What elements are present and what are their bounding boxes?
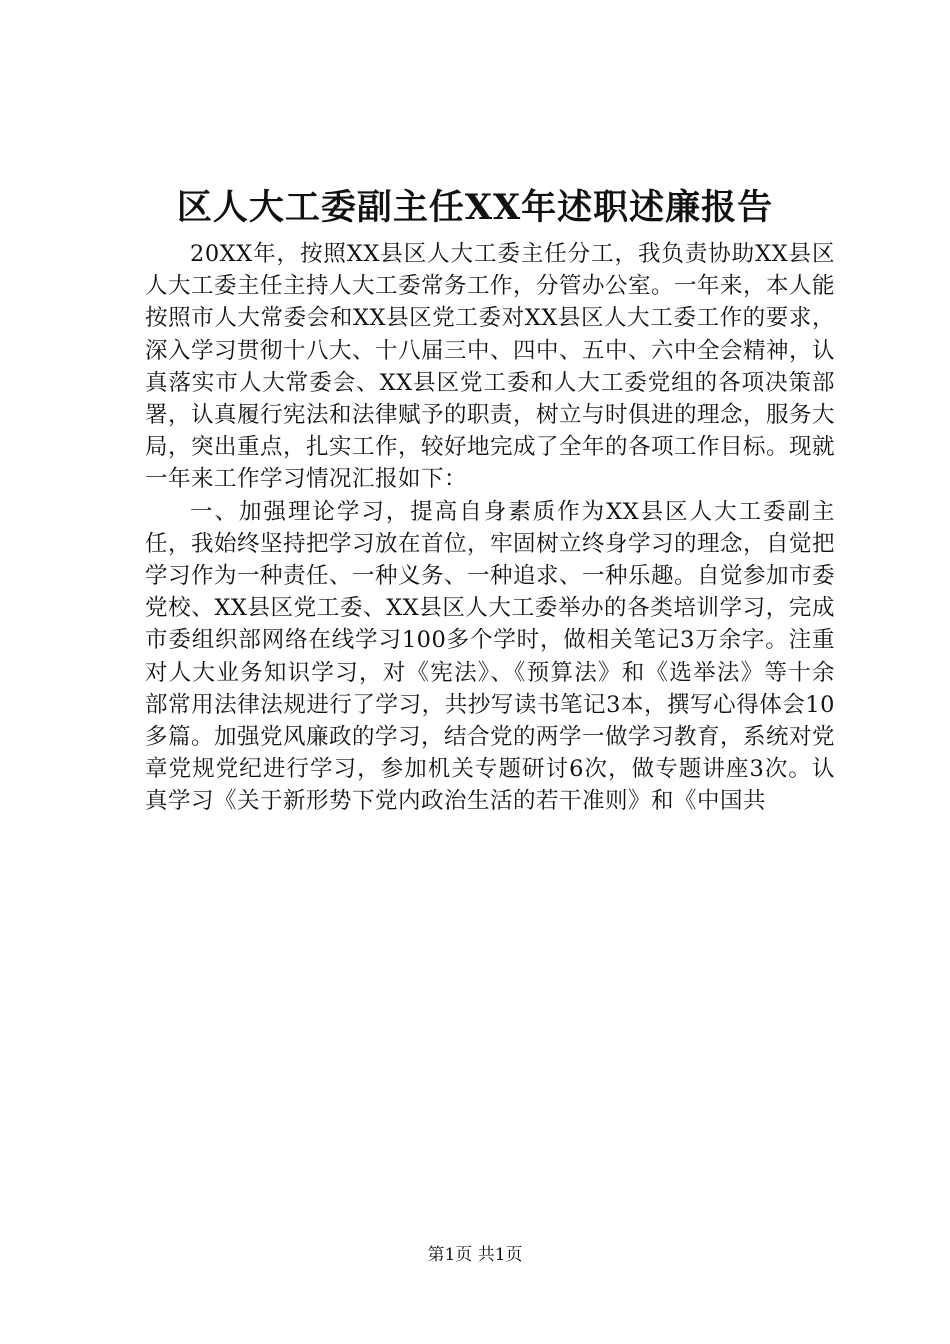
page-footer: 第1页 共1页 (427, 1245, 523, 1265)
paragraph-intro: 20XX年，按照XX县区人大工委主任分工，我负责协助XX县区人大工委主任主持人大工委常务工作，分管办公室。一年来，本人能按照市人大常委会和XX县区党工委对XX县区人大工委工作的要求，深入学习贯彻十八大、十八届三中、四中、五中、六中全会精神，认真落实市人大常委会、XX县区党工委和人大工委党组的各项决策部署，认真履行宪法和法律赋予的职责，树立与时俱进的理念，服务大局，突出重点，扎实工作，较好地完成了全年的各项工作目标。现就一年来工作学习情况汇报如下： (145, 241, 836, 493)
paragraph-section-1: 一、加强理论学习，提高自身素质作为XX县区人大工委副主任，我始终坚持把学习放在首位，牢固树立终身学习的理念，自觉把学习作为一种责任、一种义务、一种追求、一种乐趣。自觉参加市委党校、XX县区党工委、XX县区人大工委举办的各类培训学习，完成市委组织部网络在线学习100多个学时，做相关笔记3万余字。注重对人大业务知识学习，对《宪法》、《预算法》和《选举法》等十余部常用法律法规进行了学习，共抄写读书笔记3本，撰写心得体会10多篇。加强党风廉政的学习，结合党的两学一做学习教育，系统对党章党规党纪进行学习，参加机关专题研讨6次，做专题讲座3次。认真学习《关于新形势下党内政治生活的若干准则》和《中国共 (145, 498, 836, 815)
document-title: 区人大工委副主任XX年述职述廉报告 (176, 187, 774, 228)
document-body (145, 238, 835, 818)
